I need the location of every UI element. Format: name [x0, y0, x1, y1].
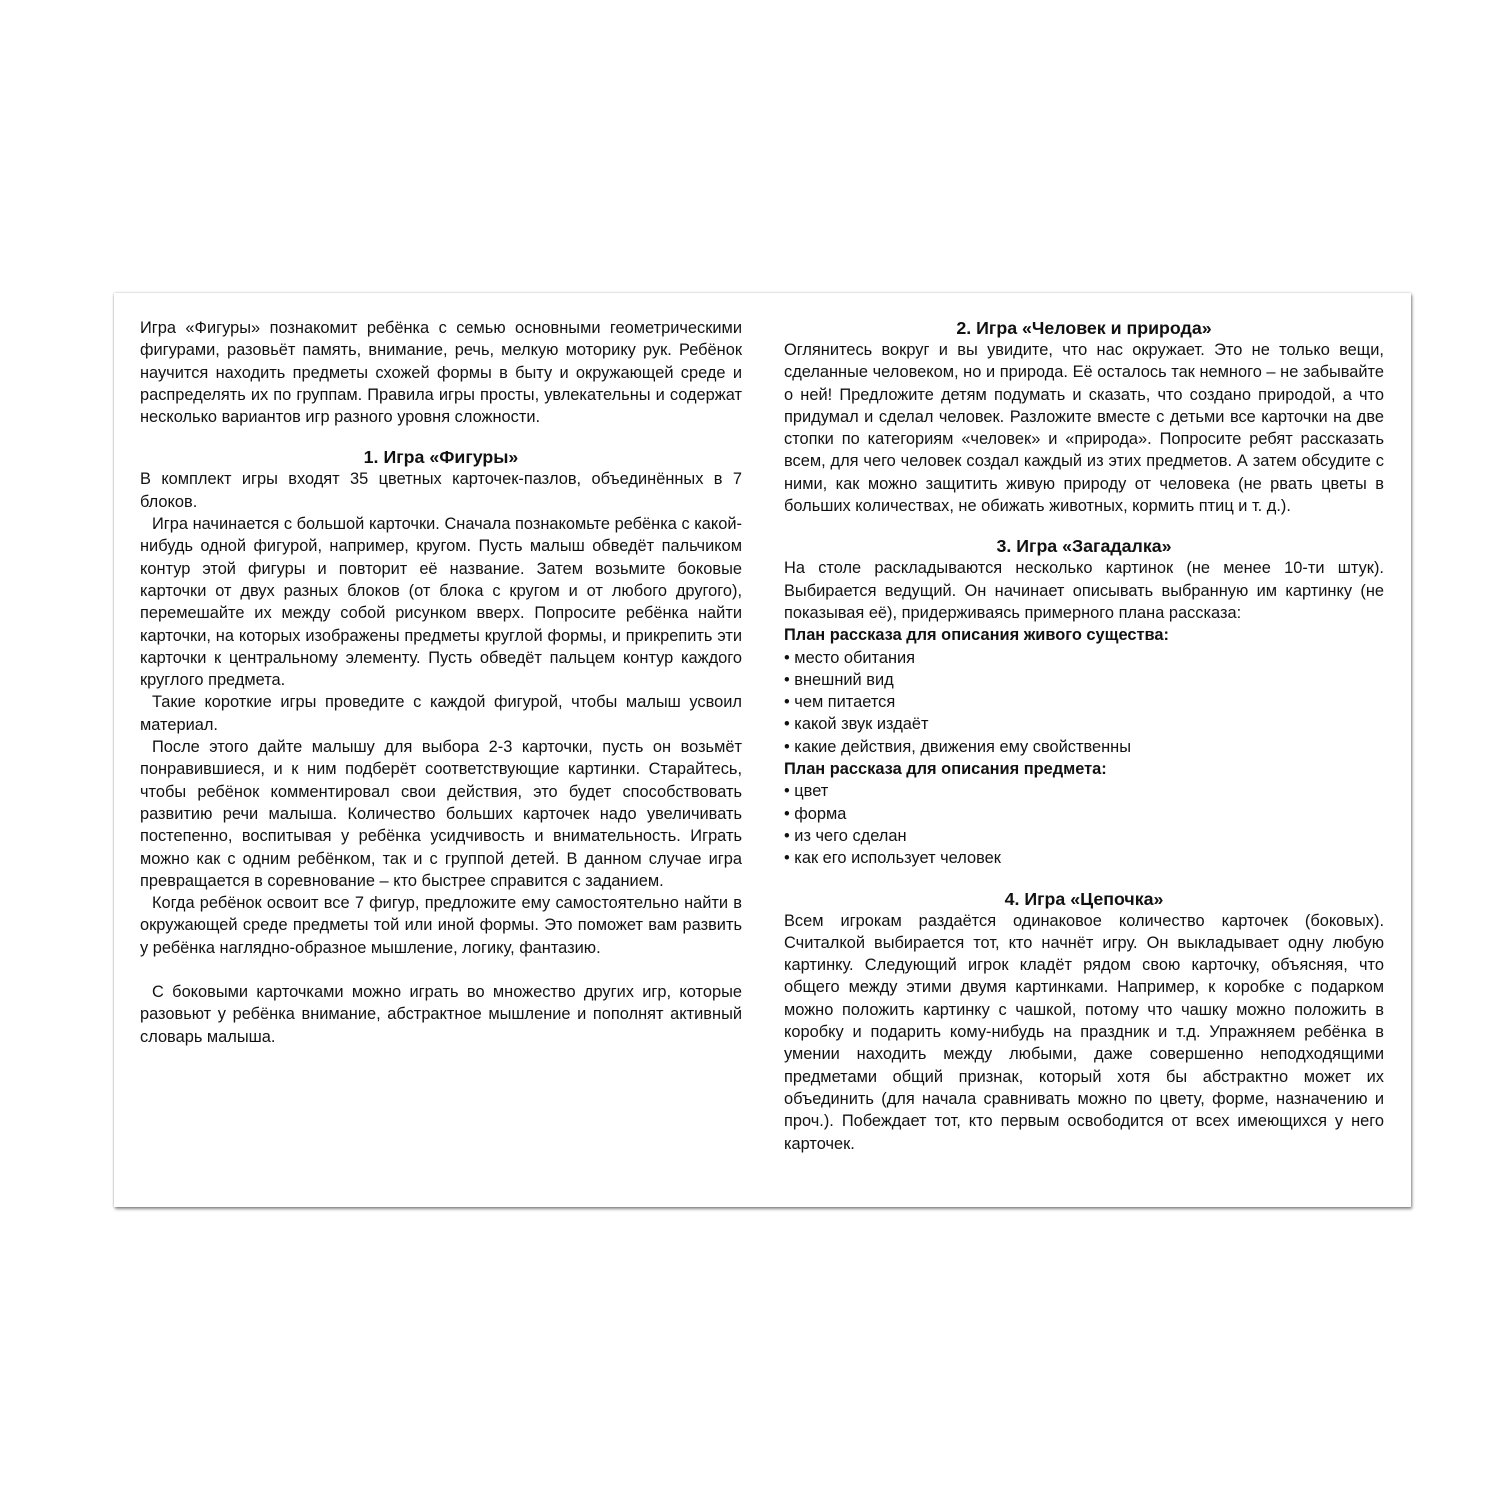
game3-paragraph: На столе раскладываются несколько картинок (не менее 10-ти штук). Выбирается ведущий. Он начинает описывать выбранную им картинку (не показывая её), придерживаясь примерного плана рассказа:	[784, 559, 1384, 622]
game3-heading: 3. Игра «Загадалка»	[996, 536, 1172, 557]
list-item: • цвет	[784, 780, 1384, 802]
closing-paragraph: С боковыми карточками можно играть во множество других игр, которые разовьют у ребёнка внимание, абстрактное мышление и пополнят активный словарь малыша.	[140, 983, 742, 1046]
game1-paragraph: После этого дайте малышу для выбора 2-3 карточки, пусть он возьмёт понравившиеся, и к ним подберёт соответствующие картинки. Старайтесь, чтобы ребёнок комментировал свои действия, это будет способствовать развитию речи малыша. Количество больших карточек надо увеличивать постепенно, воспитывая у ребёнка усидчивость и внимательность. Играть можно как с одним ребёнком, так и с группой детей. В данном случае игра превращается в соревнование – кто быстрее справится с заданием.	[140, 738, 742, 890]
game1-paragraph: Игра начинается с большой карточки. Сначала познакомьте ребёнка с какой-нибудь одной фигурой, например, кругом. Пусть малыш обведёт пальчиком контур этой фигуры и повторит её название. Затем возьмите боковые карточки от двух разных блоков (от блока с кругом и от любого другого), перемешайте их между собой рисунком вверх. Попросите ребёнка найти карточки, на которых изображены предметы круглой формы, и прикрепить эти карточки к центральному элементу. Пусть обведёт пальцем контур каждого круглого предмета.	[140, 515, 742, 690]
list-item: • какой звук издаёт	[784, 713, 1384, 735]
plan-living-heading: План рассказа для описания живого существа:	[784, 626, 1169, 645]
list-item: • форма	[784, 803, 1384, 825]
list-item: • чем питается	[784, 691, 1384, 713]
list-item: • какие действия, движения ему свойственны	[784, 736, 1384, 758]
plan-living-list	[784, 647, 1384, 758]
list-item: • место обитания	[784, 647, 1384, 669]
plan-object-list	[784, 780, 1384, 869]
intro-paragraph: Игра «Фигуры» познакомит ребёнка с семью основными геометрическими фигурами, разовьёт память, внимание, речь, мелкую моторику рук. Ребёнок научится находить предметы схожей формы в быту и окружающей среде и распределять их по группам. Правила игры просты, увлекательны и содержат несколько вариантов игр разного уровня сложности.	[140, 319, 742, 427]
list-item: • внешний вид	[784, 669, 1384, 691]
list-item: • из чего сделан	[784, 825, 1384, 847]
game1-paragraph: В комплект игры входят 35 цветных карточек-пазлов, объединённых в 7 блоков.	[140, 470, 742, 511]
game1-paragraph: Такие короткие игры проведите с каждой фигурой, чтобы малыш усвоил материал.	[140, 693, 742, 734]
right-column	[784, 317, 1384, 1155]
game4-paragraph: Всем игрокам раздаётся одинаковое количество карточек (боковых). Считалкой выбирается тот, кто начнёт игру. Он выкладывает одну любую картинку. Следующий игрок кладёт рядом свою карточку, объясняя, что общего между этими двумя картинками. Например, к коробке с подарком можно положить картинку с чашкой, потому что чашку можно положить в коробку и подарить кому-нибудь на праздник и т.д. Упражняем ребёнка в умении находить между любыми, даже совершенно неподходящими предметами общий признак, который хотя бы абстрактно может их объединить (для начала сравнивать можно по цвету, форме, назначению и проч.). Побеждает тот, кто первым освободится от всех имеющихся у него карточек.	[784, 911, 1384, 1153]
spacer	[140, 959, 742, 981]
booklet-page	[114, 293, 1411, 1207]
plan-object-heading: План рассказа для описания предмета:	[784, 760, 1107, 779]
game2-heading: 2. Игра «Человек и природа»	[956, 318, 1212, 338]
game2-paragraph: Оглянитесь вокруг и вы увидите, что нас окружает. Это не только вещи, сделанные человеком, но и природа. Её осталось так немного – не забывайте о ней! Предложите детям подумать и сказать, что создано природой, а что придумал и сделал человек. Разложите вместе с детьми все карточки на две стопки по категориям «человек» и «природа». Попросите ребят рассказать всем, для чего человек создал каждый из этих предметов. А затем обсудите с ними, как можно защитить живую природу от человека (не рвать цветы в больших количествах, не обижать животных, кормить птиц и т. д.).	[784, 341, 1384, 516]
left-column	[140, 317, 742, 1048]
game1-paragraph: Когда ребёнок освоит все 7 фигур, предложите ему самостоятельно найти в окружающей среде предметы той или иной формы. Это поможет вам развить у ребёнка наглядно-образное мышление, логику, фантазию.	[140, 894, 742, 957]
game4-heading: 4. Игра «Цепочка»	[1004, 888, 1164, 909]
list-item: • как его использует человек	[784, 847, 1384, 869]
game1-heading: 1. Игра «Фигуры»	[363, 447, 519, 468]
